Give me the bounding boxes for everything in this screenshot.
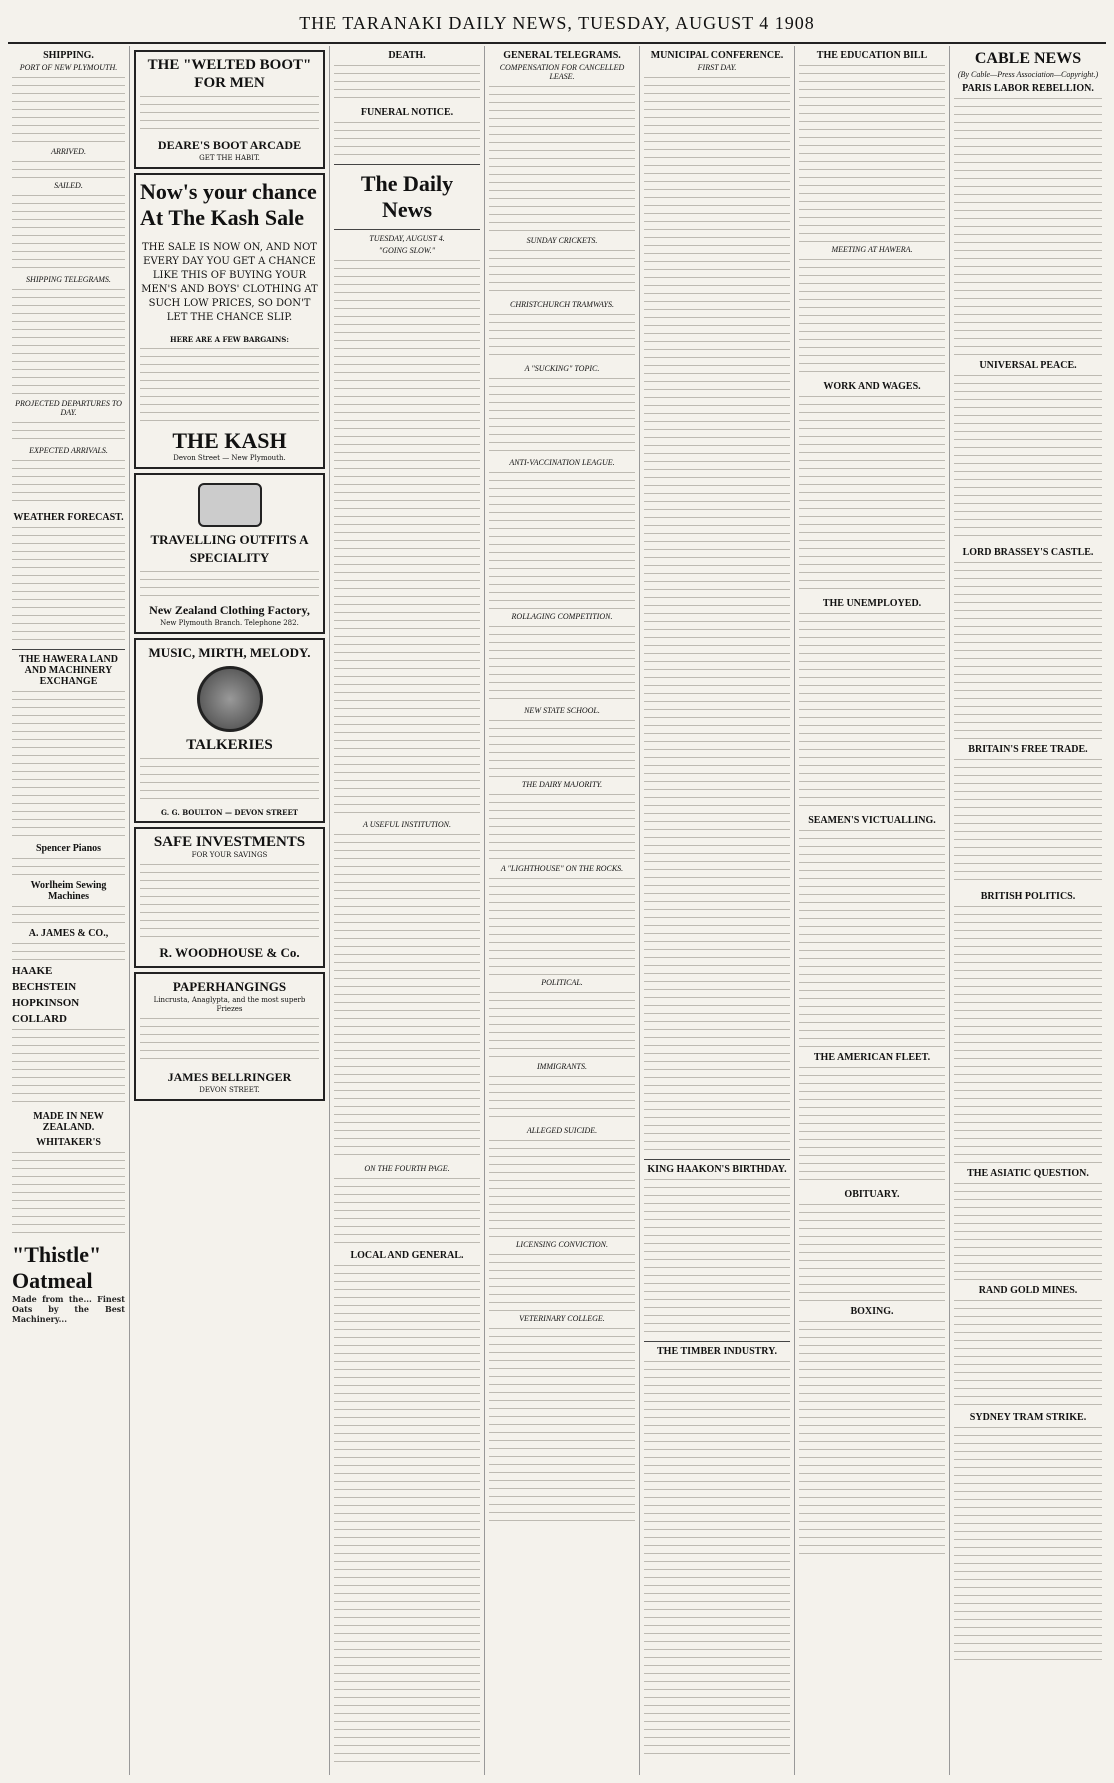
boxing-heading: BOXING. [850,1306,894,1317]
text-block [140,862,319,942]
boulton-address: G. G. BOULTON — DEVON STREET [161,808,298,817]
spencer-heading: Spencer Pianos [35,843,102,854]
james-heading: A. JAMES & CO., [28,928,109,939]
text-block [799,394,945,594]
piano-haake: HAAKE [12,965,53,977]
text-block [140,1016,319,1066]
text-block [12,287,125,397]
king-haakon-heading: KING HAAKON'S BIRTHDAY. [647,1164,787,1175]
sailed-heading: SAILED. [54,181,83,190]
text-block [489,312,635,362]
text-block [334,832,480,1162]
hawera-exchange-heading: THE HAWERA LAND AND MACHINERY EXCHANGE [19,654,118,687]
welted-boot-title: THE "WELTED BOOT" FOR MEN [147,57,312,91]
divider [334,164,480,165]
text-block [12,525,125,645]
text-block [334,1263,480,1763]
going-slow-heading: "GOING SLOW." [378,246,436,255]
woodhouse-name: R. WOODHOUSE & Co. [159,945,300,960]
weather-heading: WEATHER FORECAST. [13,512,124,523]
paperhangings-title: PAPERHANGINGS [172,979,287,994]
music-ad [134,638,325,823]
text-block [489,1138,635,1238]
projected-heading: PROJECTED DEPARTURES TO DAY. [15,399,122,417]
text-block [644,75,790,1155]
obituary-heading: OBITUARY. [844,1189,900,1200]
text-block [12,1150,125,1240]
bellringer-name: JAMES BELLRINGER [167,1070,292,1084]
text-block [644,1177,790,1337]
text-block [12,904,125,924]
newspaper-page [8,8,1106,1775]
brassey-heading: LORD BRASSEY'S CASTLE. [962,547,1094,558]
text-block [140,94,319,134]
oatmeal-heading: Oatmeal [12,1268,93,1293]
text-block [799,828,945,1048]
deares-boot-arcade: DEARE'S BOOT ARCADE [157,138,302,152]
text-block [140,346,319,426]
useful-institution-heading: A USEFUL INSTITUTION. [363,820,451,829]
text-block [12,941,125,961]
text-block [12,689,125,839]
text-block [954,96,1102,356]
divider [334,229,480,230]
paris-heading: PARIS LABOR REBELLION. [962,83,1094,94]
column-3 [330,46,485,1775]
municipal-heading: MUNICIPAL CONFERENCE. [650,50,784,61]
fourth-page-heading: ON THE FOURTH PAGE. [364,1164,450,1173]
sunday-crickets-heading: SUNDAY CRICKETS. [526,236,598,245]
text-block [12,75,125,145]
safe-investments-title: SAFE INVESTMENTS [153,834,306,850]
piano-hopkinson: HOPKINSON [12,997,80,1009]
safe-investments-sub: FOR YOUR SAVINGS [191,851,268,859]
american-fleet-heading: THE AMERICAN FLEET. [813,1052,931,1063]
piano-bechstein: BECHSTEIN [12,981,77,993]
cable-news-sub: (By Cable—Press Association—Copyright.) [957,70,1099,79]
welted-boot-tagline: GET THE HABIT. [199,154,260,162]
text-block [140,756,319,806]
timber-heading: THE TIMBER INDUSTRY. [657,1346,777,1357]
port-heading: PORT OF NEW PLYMOUTH. [19,63,118,72]
text-block [334,258,480,818]
shipping-telegrams-heading: SHIPPING TELEGRAMS. [26,275,111,284]
text-block [799,1202,945,1302]
travelling-outfits-title: TRAVELLING OUTFITS A SPECIALITY [150,532,309,565]
phonograph-icon [197,666,263,732]
text-block [334,1176,480,1246]
daily-news-heading: The Daily News [360,171,454,222]
seamen-heading: SEAMEN'S VICTUALLING. [808,815,936,826]
nz-clothing-factory: New Zealand Clothing Factory, [149,603,310,617]
sydney-heading: SYDNEY TRAM STRIKE. [969,1412,1087,1423]
text-block [954,1298,1102,1408]
text-block [799,1319,945,1559]
text-block [489,876,635,976]
text-block [12,159,125,179]
text-block [489,470,635,610]
text-block [489,1326,635,1526]
compensation-heading: COMPENSATION FOR CANCELLED LEASE. [499,63,625,81]
tramways-heading: CHRISTCHURCH TRAMWAYS. [510,300,614,309]
text-block [489,248,635,298]
text-block [12,420,125,444]
text-block [954,1181,1102,1281]
death-heading: DEATH. [388,50,426,61]
licensing-heading: LICENSING CONVICTION. [515,1240,608,1249]
text-block [489,792,635,862]
unemployed-heading: THE UNEMPLOYED. [822,598,922,609]
text-block [954,904,1102,1164]
columns [8,46,1106,1775]
travelling-outfits-ad [134,473,325,634]
oatmeal-tagline: Made from the... Finest Oats by the Best Machinery... [12,1294,125,1324]
arrived-heading: ARRIVED. [51,147,86,156]
text-block [140,569,319,599]
kash-sale-body: THE SALE IS NOW ON, AND NOT EVERY DAY YOU GET A CHANCE LIKE THIS OF BUYING YOUR MEN'S AND BOYS' CLOTHING AT SUCH LOW PRICES, SO DON'T LET THE CHANCE SLIP. [141,242,318,323]
british-politics-heading: BRITISH POLITICS. [980,891,1076,902]
divider [12,649,125,650]
text-block [12,1027,125,1107]
trunk-icon [198,483,262,527]
text-block [489,624,635,704]
masthead [8,8,1106,44]
state-school-heading: NEW STATE SCHOOL. [524,706,600,715]
divider [644,1341,790,1342]
text-block [334,120,480,160]
veterinary-heading: VETERINARY COLLEGE. [519,1314,605,1323]
text-block [489,718,635,778]
welted-boot-ad [134,50,325,169]
text-block [954,1425,1102,1665]
thistle-heading: "Thistle" [12,1242,102,1267]
first-day-heading: FIRST DAY. [697,63,737,72]
masthead-title: THE TARANAKI DAILY NEWS, TUESDAY, AUGUST 4 1908 [299,13,815,33]
column-5 [640,46,795,1775]
work-wages-heading: WORK AND WAGES. [823,381,921,392]
nz-clothing-branch: New Plymouth Branch. Telephone 282. [160,619,299,627]
shipping-heading: SHIPPING. [43,50,94,61]
text-block [489,84,635,234]
safe-investments-ad [134,827,325,968]
funeral-heading: FUNERAL NOTICE. [360,107,454,118]
divider [644,1159,790,1160]
text-block [489,376,635,456]
universal-peace-heading: UNIVERSAL PEACE. [979,360,1077,371]
lighthouse-heading: A "LIGHTHOUSE" ON THE ROCKS. [500,864,624,873]
dairy-heading: THE DAIRY MAJORITY. [521,780,603,789]
made-in-nz-heading: MADE IN NEW ZEALAND. [33,1111,104,1133]
text-block [954,757,1102,887]
rollaging-heading: ROLLAGING COMPETITION. [511,612,613,621]
cable-news-heading: CABLE NEWS [974,50,1082,67]
column-2 [130,46,330,1775]
text-block [334,63,480,103]
kash-sale-title: Now's your chance At The Kash Sale [140,179,317,230]
piano-collard: COLLARD [12,1013,68,1025]
local-general-heading: LOCAL AND GENERAL. [350,1250,464,1261]
expected-heading: EXPECTED ARRIVALS. [29,446,108,455]
column-6 [795,46,950,1775]
text-block [954,560,1102,740]
worlheim-heading: Worlheim Sewing Machines [30,880,107,902]
hawera-meeting-heading: MEETING AT HAWERA. [831,245,913,254]
text-block [12,856,125,876]
vaccination-heading: ANTI-VACCINATION LEAGUE. [509,458,615,467]
general-telegrams-heading: GENERAL TELEGRAMS. [503,50,621,61]
text-block [644,1359,790,1759]
paperhangings-sub: Lincrusta, Anaglypta, and the most superb Friezes [153,996,306,1013]
text-block [489,990,635,1060]
date-line: TUESDAY, AUGUST 4. [369,234,445,243]
immigrants-heading: IMMIGRANTS. [537,1062,587,1071]
text-block [799,257,945,377]
asiatic-heading: THE ASIATIC QUESTION. [967,1168,1089,1179]
political-heading: POLITICAL. [541,978,583,987]
text-block [799,63,945,243]
kash-address: Devon Street — New Plymouth. [173,454,286,462]
kash-name: THE KASH [172,428,287,453]
text-block [489,1252,635,1312]
education-heading: THE EDUCATION BILL [816,50,928,61]
whitakers-heading: WHITAKER'S [36,1137,101,1148]
text-block [799,1065,945,1185]
free-trade-heading: BRITAIN'S FREE TRADE. [968,744,1088,755]
bellringer-address: DEVON STREET. [199,1086,260,1094]
rand-heading: RAND GOLD MINES. [978,1285,1078,1296]
text-block [12,458,125,508]
music-title: MUSIC, MIRTH, MELODY. [148,645,311,660]
text-block [954,373,1102,543]
column-4 [485,46,640,1775]
text-block [799,611,945,811]
sucking-topic-heading: A "SUCKING" TOPIC. [524,364,600,373]
kash-sale-ad [134,173,325,469]
column-7 [950,46,1106,1775]
paperhangings-ad [134,972,325,1101]
talkeries: TALKERIES [186,737,273,753]
text-block [489,1074,635,1124]
alleged-suicide-heading: ALLEGED SUICIDE. [526,1126,598,1135]
text-block [12,193,125,273]
column-1 [8,46,130,1775]
kash-bargains-heading: HERE ARE A FEW BARGAINS: [170,335,289,344]
